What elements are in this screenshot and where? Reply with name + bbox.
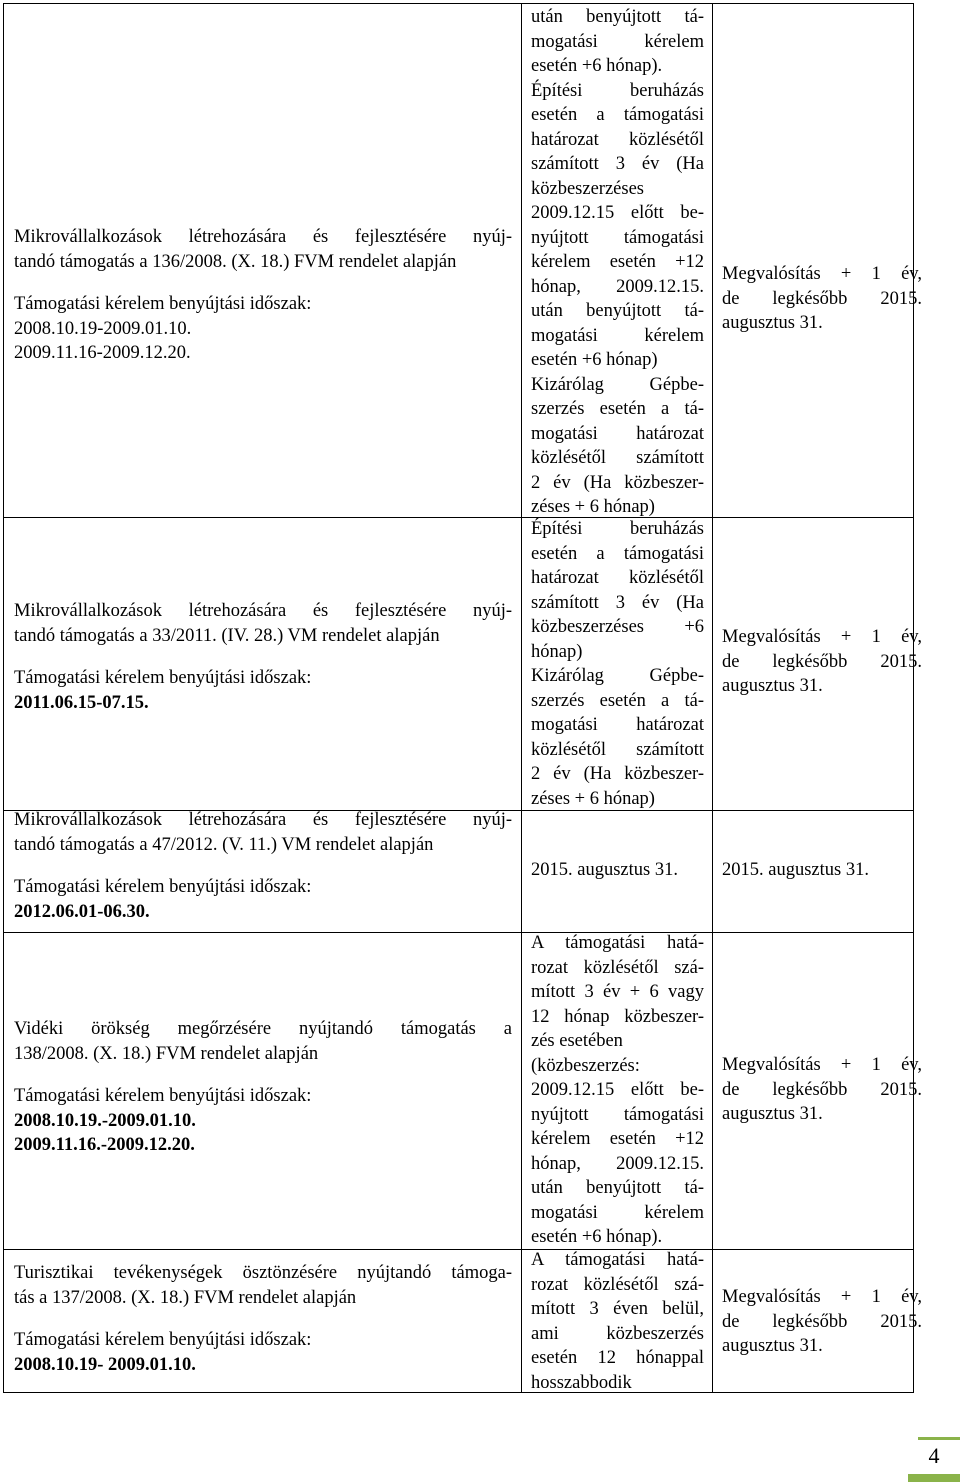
deadline-line: mogatási kérelem [531, 325, 704, 346]
row-5-program-cell [14, 1261, 512, 1377]
row-divider-1 [3, 517, 914, 518]
period-value: 2008.10.19- 2009.01.10. [14, 1354, 196, 1375]
deadline-line: 2 év (Ha közbeszer- [531, 764, 704, 784]
column-divider-1 [521, 3, 522, 1393]
deadline-line: esetén a támogatási [531, 105, 704, 125]
period-label: Támogatási kérelem benyújtási időszak: [14, 294, 312, 314]
deadline-line: hónap, 2009.12.15. [531, 1153, 704, 1174]
deadline-line: közlésétől számított [531, 448, 704, 468]
deadline-line: után benyújtott tá- [531, 301, 704, 321]
column-divider-2 [712, 3, 713, 1393]
deadline-line: (közbeszerzés: [531, 1055, 640, 1076]
row-1-deadline-cell [531, 5, 704, 520]
period-label: Támogatási kérelem benyújtási időszak: [14, 668, 312, 688]
period-value: 2012.06.01-06.30. [14, 901, 150, 922]
deadline-line: ami közbeszerzés [531, 1323, 704, 1344]
final-deadline-line: Megvalósítás + 1 év, [722, 1055, 922, 1075]
deadline-line: hónap) [531, 641, 583, 662]
program-title-line: Mikrovállalkozások létrehozására és fejlesztésére nyúj- [14, 810, 512, 830]
deadline-line: esetén 12 hónappal [531, 1348, 704, 1368]
deadline-line: határozat közlésétől [531, 568, 704, 588]
final-deadline-line: augusztus 31. [722, 676, 823, 696]
table-border-bottom [3, 1392, 914, 1393]
row-1-final-deadline-cell [722, 262, 922, 336]
deadline-line: mogatási kérelem [531, 31, 704, 52]
final-deadline-line: augusztus 31. [722, 1336, 823, 1356]
deadline-line: hónap, 2009.12.15. [531, 276, 704, 297]
deadline-line: után benyújtott tá- [531, 7, 704, 27]
deadline-line: rozat közlésétől szá- [531, 1274, 704, 1295]
deadline-line: 2009.12.15 előtt be- [531, 1080, 704, 1100]
deadline-line: A támogatási hatá- [531, 933, 704, 953]
deadline-line: nyújtott támogatási [531, 1104, 704, 1125]
deadline-line: hosszabbodik [531, 1372, 632, 1393]
row-2-program-cell [14, 599, 512, 715]
deadline-line: A támogatási hatá- [531, 1250, 704, 1270]
final-deadline-line: de legkésőbb 2015. [722, 288, 922, 309]
program-title-line: Mikrovállalkozások létrehozására és fejlesztésére nyúj- [14, 227, 512, 247]
deadline-line: szerzés esetén a tá- [531, 690, 704, 711]
deadline-line: 2015. augusztus 31. [531, 860, 678, 880]
deadline-line: Építési beruházás [531, 519, 704, 539]
row-2-deadline-cell [531, 517, 704, 811]
deadline-line: 2009.12.15 előtt be- [531, 203, 704, 223]
period-value: 2009.11.16.-2009.12.20. [14, 1135, 195, 1155]
period-value: 2008.10.19-2009.01.10. [14, 318, 192, 339]
deadline-line: esetén +6 hónap). [531, 56, 663, 76]
row-5-final-deadline-cell [722, 1285, 922, 1359]
deadline-line: kérelem esetén +12 [531, 252, 704, 272]
period-label: Támogatási kérelem benyújtási időszak: [14, 1330, 312, 1350]
row-4-deadline-cell [531, 931, 704, 1250]
deadline-line: Kizárólag Gépbe- [531, 374, 704, 395]
row-5-deadline-cell [531, 1248, 704, 1395]
deadline-line: közlésétől számított [531, 739, 704, 760]
deadline-line: 2 év (Ha közbeszer- [531, 472, 704, 493]
program-title-line: Vidéki örökség megőrzésére nyújtandó támogatás a [14, 1019, 512, 1039]
period-label: Támogatási kérelem benyújtási időszak: [14, 1086, 312, 1106]
deadline-line: rozat közlésétől szá- [531, 957, 704, 978]
deadline-line: esetén +6 hónap) [531, 350, 658, 370]
deadline-line: mogatási kérelem [531, 1202, 704, 1223]
final-deadline-line: augusztus 31. [722, 313, 823, 333]
row-1-program-cell [14, 225, 512, 366]
deadline-line: után benyújtott tá- [531, 1178, 704, 1198]
period-value: 2008.10.19.-2009.01.10. [14, 1110, 196, 1131]
deadline-line: mogatási határozat [531, 423, 704, 444]
final-deadline-line: augusztus 31. [722, 1104, 823, 1124]
row-3-final-deadline-cell [722, 858, 922, 883]
deadline-line: zéses + 6 hónap) [531, 497, 655, 517]
program-title-line: tás a 137/2008. (X. 18.) FVM rendelet alapján [14, 1287, 357, 1308]
deadline-line: mogatási határozat [531, 715, 704, 735]
row-4-program-cell [14, 1017, 512, 1158]
deadline-line: szerzés esetén a tá- [531, 399, 704, 419]
deadline-line: számított 3 év (Ha [531, 592, 704, 613]
row-3-deadline-cell [531, 858, 704, 883]
final-deadline-line: de legkésőbb 2015. [722, 1079, 922, 1100]
table-border-top [3, 3, 914, 4]
program-title-line: tandó támogatás a 136/2008. (X. 18.) FVM rendelet alapján [14, 251, 457, 272]
deadline-line: Építési beruházás [531, 80, 704, 101]
deadline-line: esetén +6 hónap). [531, 1227, 663, 1247]
period-label: Támogatási kérelem benyújtási időszak: [14, 877, 312, 897]
deadline-line: esetén a támogatási [531, 543, 704, 564]
program-title-line: 138/2008. (X. 18.) FVM rendelet alapján [14, 1043, 319, 1064]
program-title-line: Turisztikai tevékenységek ösztönzésére nyújtandó támoga- [14, 1263, 512, 1283]
final-deadline-line: Megvalósítás + 1 év, [722, 627, 922, 647]
deadline-line: nyújtott támogatási [531, 227, 704, 248]
deadline-line: közbeszerzéses [531, 178, 644, 199]
deadline-line: mított 3 év + 6 vagy [531, 982, 704, 1002]
row-divider-3 [3, 932, 914, 933]
deadline-line: mított 3 éven belül, [531, 1299, 704, 1319]
table-border-left [3, 3, 4, 1393]
period-value: 2009.11.16-2009.12.20. [14, 343, 191, 363]
program-title-line: tandó támogatás a 33/2011. (IV. 28.) VM rendelet alapján [14, 625, 440, 646]
final-deadline-line: Megvalósítás + 1 év, [722, 1287, 922, 1307]
deadline-line: 12 hónap közbeszer- [531, 1006, 704, 1027]
footer-bar [908, 1474, 960, 1482]
program-title-line: Mikrovállalkozások létrehozására és fejlesztésére nyúj- [14, 601, 512, 621]
final-deadline-line: de legkésőbb 2015. [722, 651, 922, 672]
footer-rule [918, 1437, 960, 1440]
deadline-line: zéses + 6 hónap) [531, 788, 655, 809]
deadline-line: Kizárólag Gépbe- [531, 666, 704, 686]
final-deadline-line: 2015. augusztus 31. [722, 860, 869, 880]
row-3-program-cell [14, 808, 512, 924]
deadline-line: határozat közlésétől [531, 129, 704, 150]
final-deadline-line: Megvalósítás + 1 év, [722, 264, 922, 284]
final-deadline-line: de legkésőbb 2015. [722, 1311, 922, 1332]
period-value: 2011.06.15-07.15. [14, 692, 149, 713]
deadline-line: kérelem esetén +12 [531, 1129, 704, 1149]
deadline-line: számított 3 év (Ha [531, 154, 704, 174]
row-4-final-deadline-cell [722, 1053, 922, 1127]
deadline-line: zés esetében [531, 1031, 623, 1051]
row-2-final-deadline-cell [722, 625, 922, 699]
deadline-line: közbeszerzéses +6 [531, 617, 704, 637]
program-title-line: tandó támogatás a 47/2012. (V. 11.) VM rendelet alapján [14, 834, 434, 855]
page-number: 4 [928, 1443, 940, 1468]
row-divider-4 [3, 1249, 914, 1250]
